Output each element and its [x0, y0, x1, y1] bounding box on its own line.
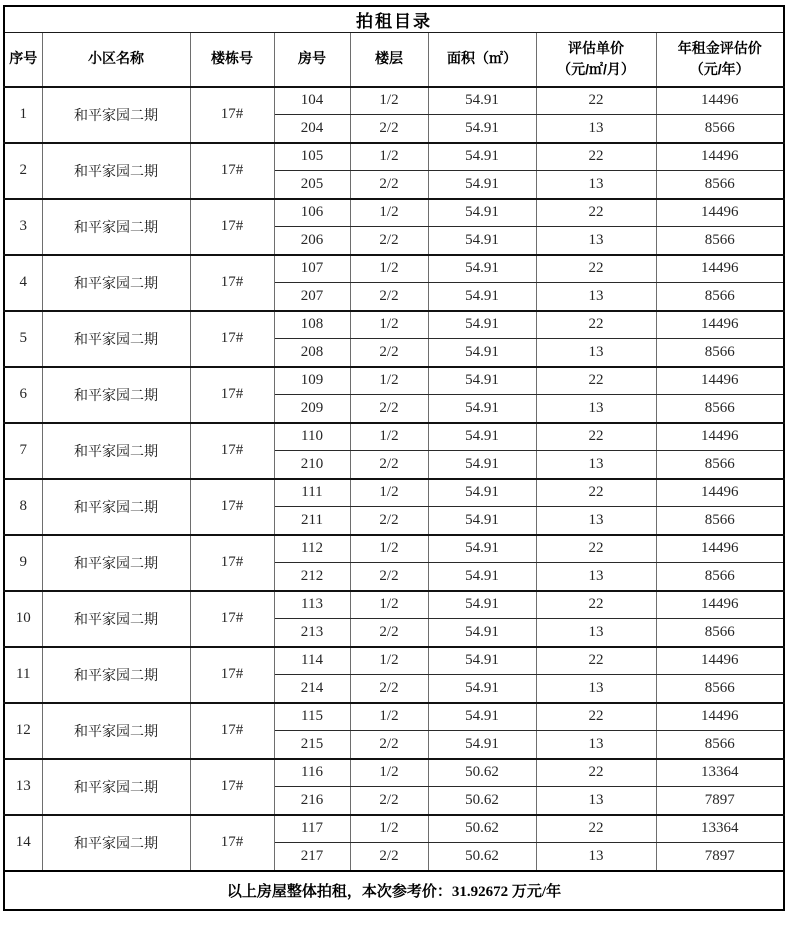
room-cell: 206 [274, 227, 350, 255]
floor-cell: 1/2 [350, 479, 428, 507]
floor-cell: 2/2 [350, 619, 428, 647]
area-cell: 54.91 [428, 619, 536, 647]
room-cell: 207 [274, 283, 350, 311]
seq-cell: 6 [4, 367, 42, 423]
unit-price-cell: 13 [536, 115, 656, 143]
room-cell: 210 [274, 451, 350, 479]
annual-price-cell: 7897 [656, 787, 784, 815]
area-cell: 54.91 [428, 311, 536, 339]
area-cell: 54.91 [428, 479, 536, 507]
unit-price-cell: 22 [536, 591, 656, 619]
unit-price-cell: 13 [536, 507, 656, 535]
floor-cell: 1/2 [350, 255, 428, 283]
building-cell: 17# [190, 423, 274, 479]
community-cell: 和平家园二期 [42, 535, 190, 591]
col-header-annual-price-line2: （元/年） [689, 61, 750, 78]
unit-price-cell: 13 [536, 283, 656, 311]
unit-price-cell: 22 [536, 423, 656, 451]
area-cell: 54.91 [428, 255, 536, 283]
area-cell: 54.91 [428, 507, 536, 535]
col-header-unit-price [536, 33, 656, 87]
annual-price-cell: 14496 [656, 647, 784, 675]
annual-price-cell: 14496 [656, 199, 784, 227]
unit-price-cell: 22 [536, 703, 656, 731]
annual-price-cell: 8566 [656, 395, 784, 423]
floor-cell: 1/2 [350, 367, 428, 395]
floor-cell: 1/2 [350, 703, 428, 731]
area-cell: 54.91 [428, 143, 536, 171]
unit-price-cell: 22 [536, 815, 656, 843]
community-cell: 和平家园二期 [42, 255, 190, 311]
unit-row [4, 255, 784, 283]
annual-price-cell: 8566 [656, 675, 784, 703]
room-cell: 107 [274, 255, 350, 283]
floor-cell: 1/2 [350, 759, 428, 787]
room-cell: 109 [274, 367, 350, 395]
building-cell: 17# [190, 647, 274, 703]
unit-row [4, 535, 784, 563]
unit-row [4, 703, 784, 731]
table-body [4, 87, 784, 871]
community-cell: 和平家园二期 [42, 759, 190, 815]
annual-price-cell: 8566 [656, 339, 784, 367]
unit-price-cell: 22 [536, 759, 656, 787]
unit-price-cell: 22 [536, 199, 656, 227]
annual-price-cell: 14496 [656, 143, 784, 171]
area-cell: 50.62 [428, 759, 536, 787]
page-title: 拍租目录 [4, 6, 784, 33]
area-cell: 54.91 [428, 451, 536, 479]
floor-cell: 2/2 [350, 675, 428, 703]
floor-cell: 1/2 [350, 535, 428, 563]
unit-price-cell: 13 [536, 451, 656, 479]
col-header-building: 楼栋号 [190, 33, 274, 87]
annual-price-cell: 14496 [656, 87, 784, 115]
col-header-community: 小区名称 [42, 33, 190, 87]
room-cell: 209 [274, 395, 350, 423]
annual-price-cell: 14496 [656, 255, 784, 283]
unit-row [4, 815, 784, 843]
floor-cell: 1/2 [350, 199, 428, 227]
area-cell: 54.91 [428, 563, 536, 591]
seq-cell: 1 [4, 87, 42, 143]
annual-price-cell: 14496 [656, 535, 784, 563]
unit-price-cell: 13 [536, 339, 656, 367]
community-cell: 和平家园二期 [42, 199, 190, 255]
col-header-annual-price [656, 33, 784, 87]
unit-price-cell: 13 [536, 563, 656, 591]
floor-cell: 1/2 [350, 815, 428, 843]
room-cell: 117 [274, 815, 350, 843]
seq-cell: 12 [4, 703, 42, 759]
floor-cell: 2/2 [350, 731, 428, 759]
unit-row [4, 423, 784, 451]
unit-row [4, 591, 784, 619]
seq-cell: 4 [4, 255, 42, 311]
unit-price-cell: 22 [536, 535, 656, 563]
unit-price-cell: 13 [536, 171, 656, 199]
building-cell: 17# [190, 759, 274, 815]
community-cell: 和平家园二期 [42, 367, 190, 423]
area-cell: 54.91 [428, 591, 536, 619]
area-cell: 54.91 [428, 115, 536, 143]
unit-row [4, 311, 784, 339]
community-cell: 和平家园二期 [42, 479, 190, 535]
area-cell: 50.62 [428, 843, 536, 871]
community-cell: 和平家园二期 [42, 815, 190, 871]
area-cell: 54.91 [428, 171, 536, 199]
unit-price-cell: 22 [536, 647, 656, 675]
unit-row [4, 199, 784, 227]
room-cell: 216 [274, 787, 350, 815]
area-cell: 54.91 [428, 395, 536, 423]
floor-cell: 2/2 [350, 283, 428, 311]
annual-price-cell: 8566 [656, 283, 784, 311]
community-cell: 和平家园二期 [42, 423, 190, 479]
annual-price-cell: 8566 [656, 731, 784, 759]
annual-price-cell: 14496 [656, 311, 784, 339]
floor-cell: 2/2 [350, 227, 428, 255]
col-header-seq: 序号 [4, 33, 42, 87]
room-cell: 105 [274, 143, 350, 171]
annual-price-cell: 13364 [656, 815, 784, 843]
area-cell: 54.91 [428, 283, 536, 311]
area-cell: 54.91 [428, 339, 536, 367]
unit-price-cell: 13 [536, 227, 656, 255]
floor-cell: 2/2 [350, 115, 428, 143]
area-cell: 54.91 [428, 87, 536, 115]
annual-price-cell: 14496 [656, 367, 784, 395]
room-cell: 108 [274, 311, 350, 339]
community-cell: 和平家园二期 [42, 591, 190, 647]
col-header-unit-price-line1: 评估单价 [568, 39, 624, 56]
seq-cell: 5 [4, 311, 42, 367]
building-cell: 17# [190, 535, 274, 591]
unit-price-cell: 22 [536, 367, 656, 395]
annual-price-cell: 8566 [656, 507, 784, 535]
seq-cell: 11 [4, 647, 42, 703]
unit-row [4, 759, 784, 787]
unit-row [4, 479, 784, 507]
seq-cell: 14 [4, 815, 42, 871]
community-cell: 和平家园二期 [42, 311, 190, 367]
area-cell: 54.91 [428, 535, 536, 563]
room-cell: 213 [274, 619, 350, 647]
room-cell: 114 [274, 647, 350, 675]
area-cell: 54.91 [428, 647, 536, 675]
community-cell: 和平家园二期 [42, 703, 190, 759]
col-header-area: 面积（㎡） [428, 33, 536, 87]
unit-price-cell: 13 [536, 619, 656, 647]
annual-price-cell: 8566 [656, 115, 784, 143]
floor-cell: 2/2 [350, 563, 428, 591]
area-cell: 54.91 [428, 199, 536, 227]
building-cell: 17# [190, 703, 274, 759]
unit-row [4, 143, 784, 171]
building-cell: 17# [190, 479, 274, 535]
building-cell: 17# [190, 311, 274, 367]
seq-cell: 7 [4, 423, 42, 479]
room-cell: 204 [274, 115, 350, 143]
area-cell: 50.62 [428, 787, 536, 815]
area-cell: 54.91 [428, 703, 536, 731]
room-cell: 215 [274, 731, 350, 759]
room-cell: 104 [274, 87, 350, 115]
rental-catalog-table [3, 5, 785, 911]
seq-cell: 13 [4, 759, 42, 815]
unit-price-cell: 13 [536, 787, 656, 815]
annual-price-cell: 14496 [656, 479, 784, 507]
community-cell: 和平家园二期 [42, 647, 190, 703]
unit-row [4, 367, 784, 395]
unit-price-cell: 22 [536, 87, 656, 115]
annual-price-cell: 8566 [656, 171, 784, 199]
seq-cell: 3 [4, 199, 42, 255]
col-header-floor: 楼层 [350, 33, 428, 87]
building-cell: 17# [190, 815, 274, 871]
room-cell: 112 [274, 535, 350, 563]
room-cell: 110 [274, 423, 350, 451]
unit-price-cell: 13 [536, 395, 656, 423]
header-row [4, 33, 784, 87]
annual-price-cell: 8566 [656, 619, 784, 647]
col-header-room: 房号 [274, 33, 350, 87]
annual-price-cell: 14496 [656, 591, 784, 619]
room-cell: 214 [274, 675, 350, 703]
building-cell: 17# [190, 199, 274, 255]
seq-cell: 10 [4, 591, 42, 647]
room-cell: 116 [274, 759, 350, 787]
floor-cell: 2/2 [350, 843, 428, 871]
unit-price-cell: 13 [536, 675, 656, 703]
room-cell: 217 [274, 843, 350, 871]
room-cell: 115 [274, 703, 350, 731]
seq-cell: 2 [4, 143, 42, 199]
annual-price-cell: 14496 [656, 423, 784, 451]
building-cell: 17# [190, 591, 274, 647]
unit-price-cell: 22 [536, 255, 656, 283]
floor-cell: 1/2 [350, 311, 428, 339]
community-cell: 和平家园二期 [42, 87, 190, 143]
unit-price-cell: 22 [536, 143, 656, 171]
area-cell: 54.91 [428, 675, 536, 703]
annual-price-cell: 13364 [656, 759, 784, 787]
floor-cell: 2/2 [350, 451, 428, 479]
room-cell: 106 [274, 199, 350, 227]
building-cell: 17# [190, 367, 274, 423]
community-cell: 和平家园二期 [42, 143, 190, 199]
footer-summary: 以上房屋整体拍租，本次参考价：31.92672 万元/年 [4, 871, 784, 910]
room-cell: 211 [274, 507, 350, 535]
seq-cell: 8 [4, 479, 42, 535]
unit-price-cell: 13 [536, 843, 656, 871]
floor-cell: 1/2 [350, 591, 428, 619]
area-cell: 54.91 [428, 227, 536, 255]
title-row [4, 6, 784, 33]
floor-cell: 2/2 [350, 171, 428, 199]
annual-price-cell: 8566 [656, 563, 784, 591]
annual-price-cell: 7897 [656, 843, 784, 871]
col-header-annual-price-line1: 年租金评估价 [677, 39, 762, 56]
unit-price-cell: 22 [536, 311, 656, 339]
annual-price-cell: 8566 [656, 451, 784, 479]
area-cell: 54.91 [428, 423, 536, 451]
annual-price-cell: 14496 [656, 703, 784, 731]
annual-price-cell: 8566 [656, 227, 784, 255]
room-cell: 205 [274, 171, 350, 199]
room-cell: 111 [274, 479, 350, 507]
building-cell: 17# [190, 143, 274, 199]
floor-cell: 2/2 [350, 507, 428, 535]
col-header-unit-price-line2: （元/㎡/月） [557, 61, 635, 78]
unit-row [4, 647, 784, 675]
room-cell: 113 [274, 591, 350, 619]
floor-cell: 1/2 [350, 143, 428, 171]
area-cell: 54.91 [428, 731, 536, 759]
seq-cell: 9 [4, 535, 42, 591]
footer-row [4, 871, 784, 910]
floor-cell: 2/2 [350, 395, 428, 423]
unit-price-cell: 22 [536, 479, 656, 507]
floor-cell: 1/2 [350, 423, 428, 451]
area-cell: 50.62 [428, 815, 536, 843]
floor-cell: 2/2 [350, 787, 428, 815]
building-cell: 17# [190, 255, 274, 311]
floor-cell: 1/2 [350, 647, 428, 675]
floor-cell: 2/2 [350, 339, 428, 367]
floor-cell: 1/2 [350, 87, 428, 115]
room-cell: 208 [274, 339, 350, 367]
room-cell: 212 [274, 563, 350, 591]
area-cell: 54.91 [428, 367, 536, 395]
building-cell: 17# [190, 87, 274, 143]
unit-price-cell: 13 [536, 731, 656, 759]
unit-row [4, 87, 784, 115]
